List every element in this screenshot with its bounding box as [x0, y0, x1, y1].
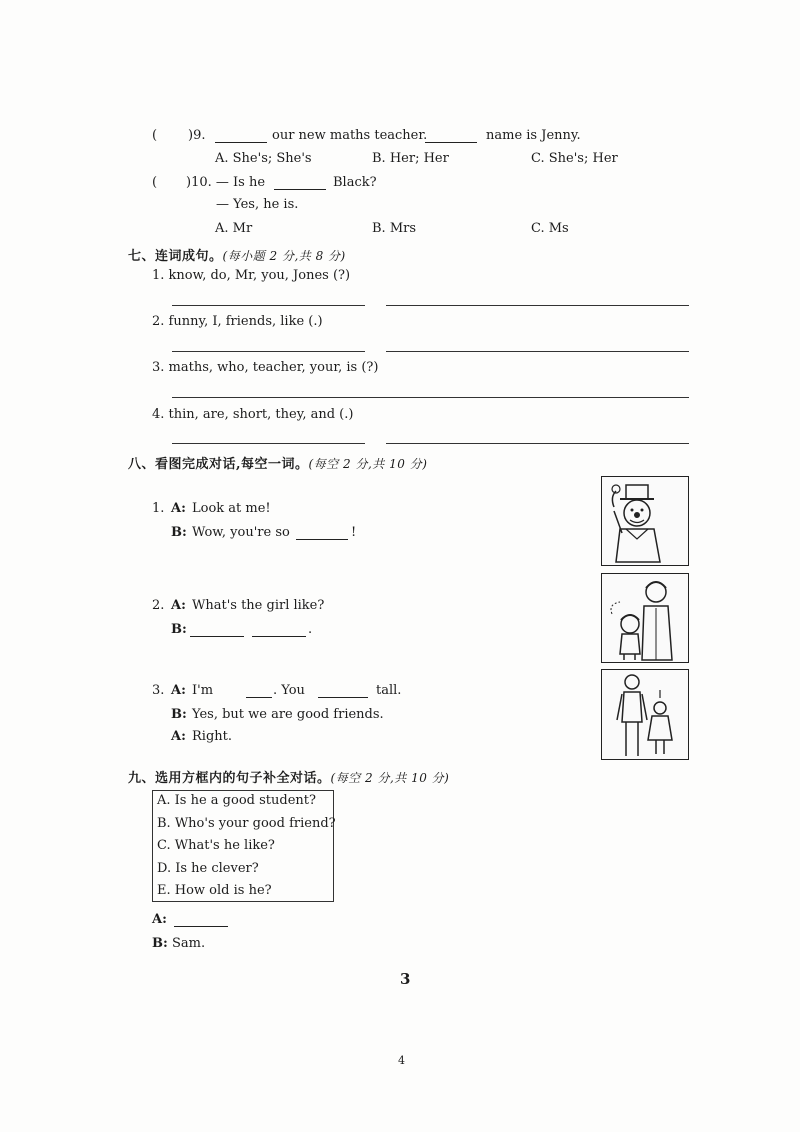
sentence-choice-box	[152, 790, 334, 902]
section7-item-1: 1. know, do, Mr, you, Jones (?)	[152, 268, 351, 283]
dialogue3-number: 3.	[152, 683, 165, 698]
dialogue3-a-text2: . You	[273, 683, 305, 698]
dialogue2-a-label: A:	[171, 598, 186, 613]
section9-b-label: B:	[152, 936, 168, 951]
clown-illustration	[602, 477, 687, 564]
girl-and-woman-illustration	[602, 574, 687, 661]
dialogue3-a2-text: Right.	[192, 729, 232, 744]
dialogue1-a-text: Look at me!	[192, 501, 271, 516]
answer-line[interactable]	[172, 305, 365, 306]
dialogue1-a-label: A:	[171, 501, 186, 516]
section8-score: (每空 2 分,共 10 分)	[308, 457, 428, 471]
dialogue3-blank-1[interactable]	[246, 685, 272, 698]
section9-score: (每空 2 分,共 10 分)	[330, 771, 450, 785]
q9-number: )9.	[188, 128, 206, 143]
q9-blank-2[interactable]	[425, 130, 477, 143]
dialogue3-a2-label: A:	[171, 729, 186, 744]
section9-blank-1[interactable]	[174, 914, 228, 927]
dialogue2-b-end: .	[308, 622, 313, 637]
clown-picture	[601, 476, 689, 566]
answer-line[interactable]	[172, 351, 365, 352]
answer-line[interactable]	[386, 443, 689, 444]
tall-man-and-girl-illustration	[602, 670, 687, 758]
box-option-e: E. How old is he?	[157, 883, 272, 898]
dialogue2-blank-2[interactable]	[252, 624, 306, 637]
answer-line[interactable]	[386, 305, 689, 306]
box-option-d: D. Is he clever?	[157, 861, 259, 876]
dialogue3-a-label: A:	[171, 683, 186, 698]
page-number-bold: 3	[400, 970, 411, 988]
section7-score: (每小题 2 分,共 8 分)	[222, 249, 346, 263]
dialogue2-b-label: B:	[171, 622, 187, 637]
dialogue3-a-text3: tall.	[376, 683, 402, 698]
q10-option-c: C. Ms	[531, 221, 569, 236]
section9-b-text: Sam.	[172, 936, 206, 951]
section9-title: 九、选用方框内的句子补全对话。	[128, 771, 331, 786]
section8-heading	[128, 453, 427, 472]
dialogue3-a-text1: I'm	[192, 683, 214, 698]
section9-a-label: A:	[152, 912, 167, 927]
dialogue1-blank[interactable]	[296, 527, 348, 540]
q9-text-b: name is Jenny.	[486, 128, 581, 143]
dialogue3-b-text: Yes, but we are good friends.	[192, 707, 384, 722]
section9-heading	[128, 767, 449, 786]
dialogue3-b-label: B:	[171, 707, 187, 722]
dialogue1-b-end: !	[351, 525, 357, 540]
answer-line[interactable]	[172, 443, 365, 444]
tall-man-and-girl-picture	[601, 669, 689, 760]
section7-item-2: 2. funny, I, friends, like (.)	[152, 314, 323, 329]
dialogue1-b-text: Wow, you're so	[192, 525, 290, 540]
answer-line[interactable]	[386, 351, 689, 352]
q10-paren-open: (	[152, 175, 158, 190]
box-option-a: A. Is he a good student?	[157, 793, 316, 808]
dialogue2-a-text: What's the girl like?	[192, 598, 325, 613]
q10-option-b: B. Mrs	[372, 221, 417, 236]
section8-title: 八、看图完成对话,每空一词。	[128, 457, 309, 472]
q10-text-a: Black?	[333, 175, 377, 190]
section7-title: 七、连词成句。	[128, 249, 223, 264]
q9-option-c: C. She's; Her	[531, 151, 618, 166]
q10-number: )10. — Is he	[186, 175, 266, 190]
q9-paren-open: (	[152, 128, 158, 143]
section7-item-3: 3. maths, who, teacher, your, is (?)	[152, 360, 379, 375]
q10-option-a: A. Mr	[215, 221, 253, 236]
box-option-b: B. Who's your good friend?	[157, 816, 336, 831]
girl-and-woman-picture	[601, 573, 689, 663]
section7-heading	[128, 245, 346, 264]
dialogue2-number: 2.	[152, 598, 165, 613]
q9-blank-1[interactable]	[215, 130, 267, 143]
q10-blank[interactable]	[274, 177, 326, 190]
dialogue2-blank-1[interactable]	[190, 624, 244, 637]
section7-item-4: 4. thin, are, short, they, and (.)	[152, 407, 354, 422]
box-option-c: C. What's he like?	[157, 838, 275, 853]
dialogue1-number: 1.	[152, 501, 165, 516]
q9-option-a: A. She's; She's	[215, 151, 312, 166]
answer-line[interactable]	[172, 397, 689, 398]
dialogue1-b-label: B:	[171, 525, 187, 540]
page-number-footer: 4	[398, 1054, 405, 1067]
q10-reply: — Yes, he is.	[216, 197, 299, 212]
q9-text-a: our new maths teacher.	[272, 128, 428, 143]
dialogue3-blank-2[interactable]	[318, 685, 368, 698]
q9-option-b: B. Her; Her	[372, 151, 449, 166]
